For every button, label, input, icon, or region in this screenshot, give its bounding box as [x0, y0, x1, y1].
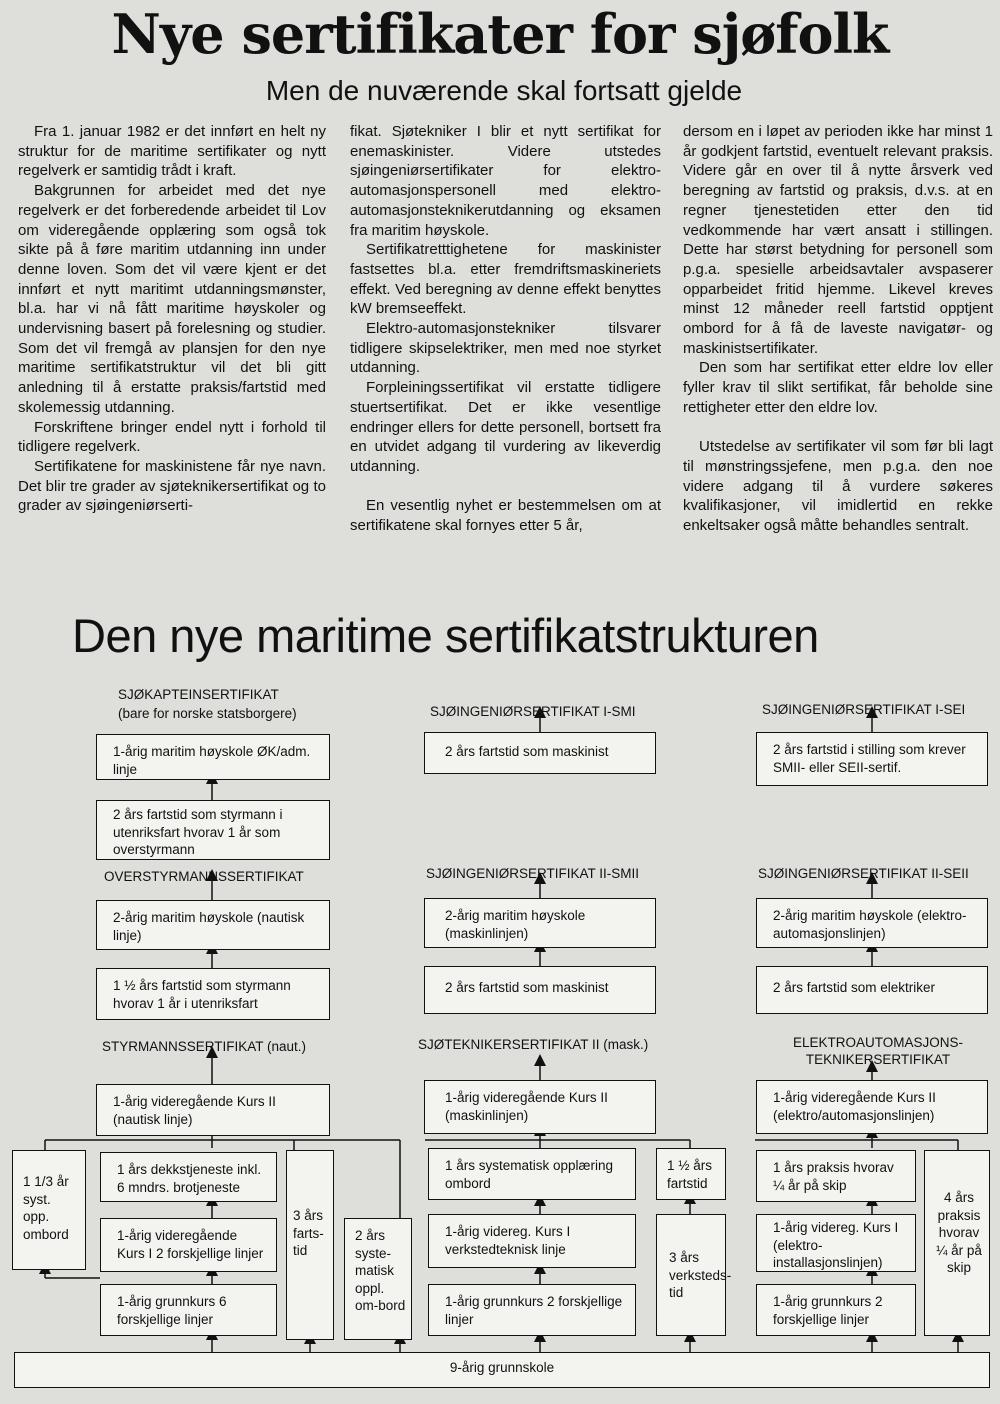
box-kurs-i-verksted: 1-årig videreg. Kurs I verkstedteknisk linje [428, 1214, 636, 1268]
box-kurs-i-elektro: 1-årig videreg. Kurs I (elektro-installasjonslinjen) [756, 1214, 916, 1272]
box-seii-fartstid: 2 års fartstid som elektriker [756, 966, 988, 1014]
box-verkstedstid: 3 års verksteds-tid [656, 1214, 726, 1336]
box-kurs-ii-elektro: 1-årig videregående Kurs II (elektro/automasjonslinjen) [756, 1080, 988, 1134]
paragraph: En vesentlig nyhet er bestemmelsen om at sertifikatene skal fornyes etter 5 år, [350, 497, 661, 535]
label-sjokaptein: SJØKAPTEINSERTIFIKAT [118, 687, 279, 702]
box-fartstid-overstyrmann: 2 års fartstid som styrmann i utenriksfart hvorav 1 år som overstyrmann [96, 800, 330, 860]
label-styrmann: STYRMANNSSERTIFIKAT (naut.) [102, 1039, 307, 1054]
box-2arig-hoyskole-maskin: 2-årig maritim høyskole (maskinlinjen) [424, 898, 656, 948]
box-syst-opp-ombord: 1 1/3 år syst. opp. ombord [12, 1150, 86, 1270]
label-sei: SJØINGENIØRSERTIFIKAT I-SEI [762, 702, 966, 717]
paragraph: Den som har sertifikat etter eldre lov eller fyller krav til slikt sertifikat, får beholde sine rettigheter etter den eldre lov. [683, 359, 993, 416]
paragraph: Sertifikatene for maskinistene får nye navn. Det blir tre grader av sjøteknikersertifikat og to grader av sjøingeniørserti- [18, 457, 326, 515]
box-grunnkurs-maskin: 1-årig grunnkurs 2 forskjellige linjer [428, 1284, 636, 1336]
box-grunnkurs-elektro: 1-årig grunnkurs 2 forskjellige linjer [756, 1284, 916, 1336]
paragraph: Forskriftene bringer endel nytt i forhold til tidligere regelverk. [18, 418, 326, 456]
box-kurs-ii-nautisk: 1-årig videregående Kurs II (nautisk linje) [96, 1084, 330, 1136]
box-fartstid-1-5: 1 ½ års fartstid [656, 1148, 726, 1200]
label-elektro: ELEKTROAUTOMASJONS-TEKNIKERSERTIFIKAT [792, 1035, 964, 1067]
box-dekkstjeneste: 1 års dekkstjeneste inkl. 6 mndrs. brotjeneste [100, 1152, 277, 1202]
chart-title: Den nye maritime sertifikatstrukturen [72, 609, 819, 662]
box-2arig-hoyskole-elektro: 2-årig maritim høyskole (elektro-automasjonslinjen) [756, 898, 988, 948]
box-grunnkurs-6: 1-årig grunnkurs 6 forskjellige linjer [100, 1284, 277, 1336]
label-overstyrmann: OVERSTYRMANNSSERTIFIKAT [104, 869, 304, 884]
paragraph: dersom en i løpet av perioden ikke har minst 1 år godkjent fartstid, eventuelt relevant praksis. Videre går en over til å nytte årsverk ved beregning av fartstid og praksis, d.v.s. at en regner tjenestetiden etter den tid vedkommende har vært ansatt i stillingen. Dette har størst betydning for personell som p.g.a. spesielle arbeidsavtaler avspaserer opparbeidet fritid hjemme. Likevel kreves minst 12 måneder reell fartstid opptjent ombord for å få de laveste navigatør- og maskinistsertifikater. [683, 123, 993, 357]
box-2arig-hoyskole-nautisk: 2-årig maritim høyskole (nautisk linje) [96, 900, 330, 950]
label-smi: SJØINGENIØRSERTIFIKAT I-SMI [430, 704, 636, 719]
box-smi-fartstid: 2 års fartstid som maskinist [424, 732, 656, 774]
article-title: Nye sertifikater for sjøfolk [111, 2, 889, 66]
box-sei-fartstid: 2 års fartstid i stilling som krever SMII- eller SEII-sertif. [756, 732, 988, 786]
box-praksis-1ar: 1 års praksis hvorav ¼ år på skip [756, 1150, 916, 1202]
box-smii-fartstid: 2 års fartstid som maskinist [424, 966, 656, 1014]
paragraph: Elektro-automasjonstekniker tilsvarer tidligere skipselektriker, men med noe styrket utdanning. [350, 320, 661, 377]
label-smii: SJØINGENIØRSERTIFIKAT II-SMII [426, 866, 640, 881]
label-sjokaptein-note: (bare for norske statsborgere) [118, 706, 297, 721]
box-kurs-i-nautisk: 1-årig videregående Kurs I 2 forskjellige linjer [100, 1218, 277, 1272]
box-praksis-4ar: 4 års praksis hvorav ¼ år på skip [924, 1150, 990, 1336]
box-grunnskole: 9-årig grunnskole [14, 1352, 990, 1388]
paragraph: Bakgrunnen for arbeidet med det nye regelverk er det forberedende arbeidet til Lov om videregående opplæring som også tok sikte på å føre maritim utdanning inn under denne loven. Som det vil være kjent er det innført et nytt maritimt utdanningsmønster, bl.a. har vi nå fått maritime høyskoler og undervisning basert på forelesning og studier. Som det vil fremgå av plansjen for den nye maritime sertifikatstruktur vil det bli gitt anledning til å erstatte praksis/fartstid med skolemessig utdanning. [18, 182, 326, 416]
paragraph: Fra 1. januar 1982 er det innført en helt ny struktur for de maritime sertifikater og nytt regelverk er samtidig trådt i kraft. [18, 123, 326, 180]
paragraph: Utstedelse av sertifikater vil som før bli lagt til mønstringssjefene, men p.g.a. den noe videre adgang til å vurdere søkeres kvalifikasjoner, vil imidlertid en rekke enkeltsaker også måtte behandles sentralt. [683, 438, 993, 535]
box-kurs-ii-maskin: 1-årig videregående Kurs II (maskinlinjen) [424, 1080, 656, 1134]
paragraph: Sertifikatretttighetene for maskinister fastsettes bl.a. etter fremdriftsmaskineriets effekt. Ved beregning av denne effekt benyttes kW bremseeffekt. [350, 241, 661, 318]
article-subtitle: Men de nuværende skal fortsatt gjelde [265, 75, 743, 106]
box-1arig-hoyskole-ok: 1-årig maritim høyskole ØK/adm. linje [96, 734, 330, 780]
paragraph: Forpleiningssertifikat vil erstatte tidligere stuertsertifikat. Det er ikke vesentlige endringer ellers for dette personell, bortsett fra en utvidet adgang til vurdering av likeverdig utdanning. [350, 379, 661, 475]
label-seii: SJØINGENIØRSERTIFIKAT II-SEII [758, 866, 969, 881]
paragraph: fikat. Sjøtekniker I blir et nytt sertifikat for enemaskinister. Videre utstedes sjøingeniørsertifikater for elektro-automasjonspersonell med elektro-automasjonsteknikerutdanning og eksamen fra maritim høyskole. [350, 123, 661, 239]
label-sjotekniker: SJØTEKNIKERSERTIFIKAT II (mask.) [418, 1037, 649, 1052]
box-3ars-fartstid: 3 års farts-tid [286, 1150, 334, 1340]
box-systematisk-opplaering: 1 års systematisk opplæring ombord [428, 1148, 636, 1200]
box-2ars-systematisk: 2 års syste-matisk oppl. om-bord [344, 1218, 412, 1340]
box-fartstid-styrmann: 1 ½ års fartstid som styrmann hvorav 1 år i utenriksfart [96, 968, 330, 1020]
